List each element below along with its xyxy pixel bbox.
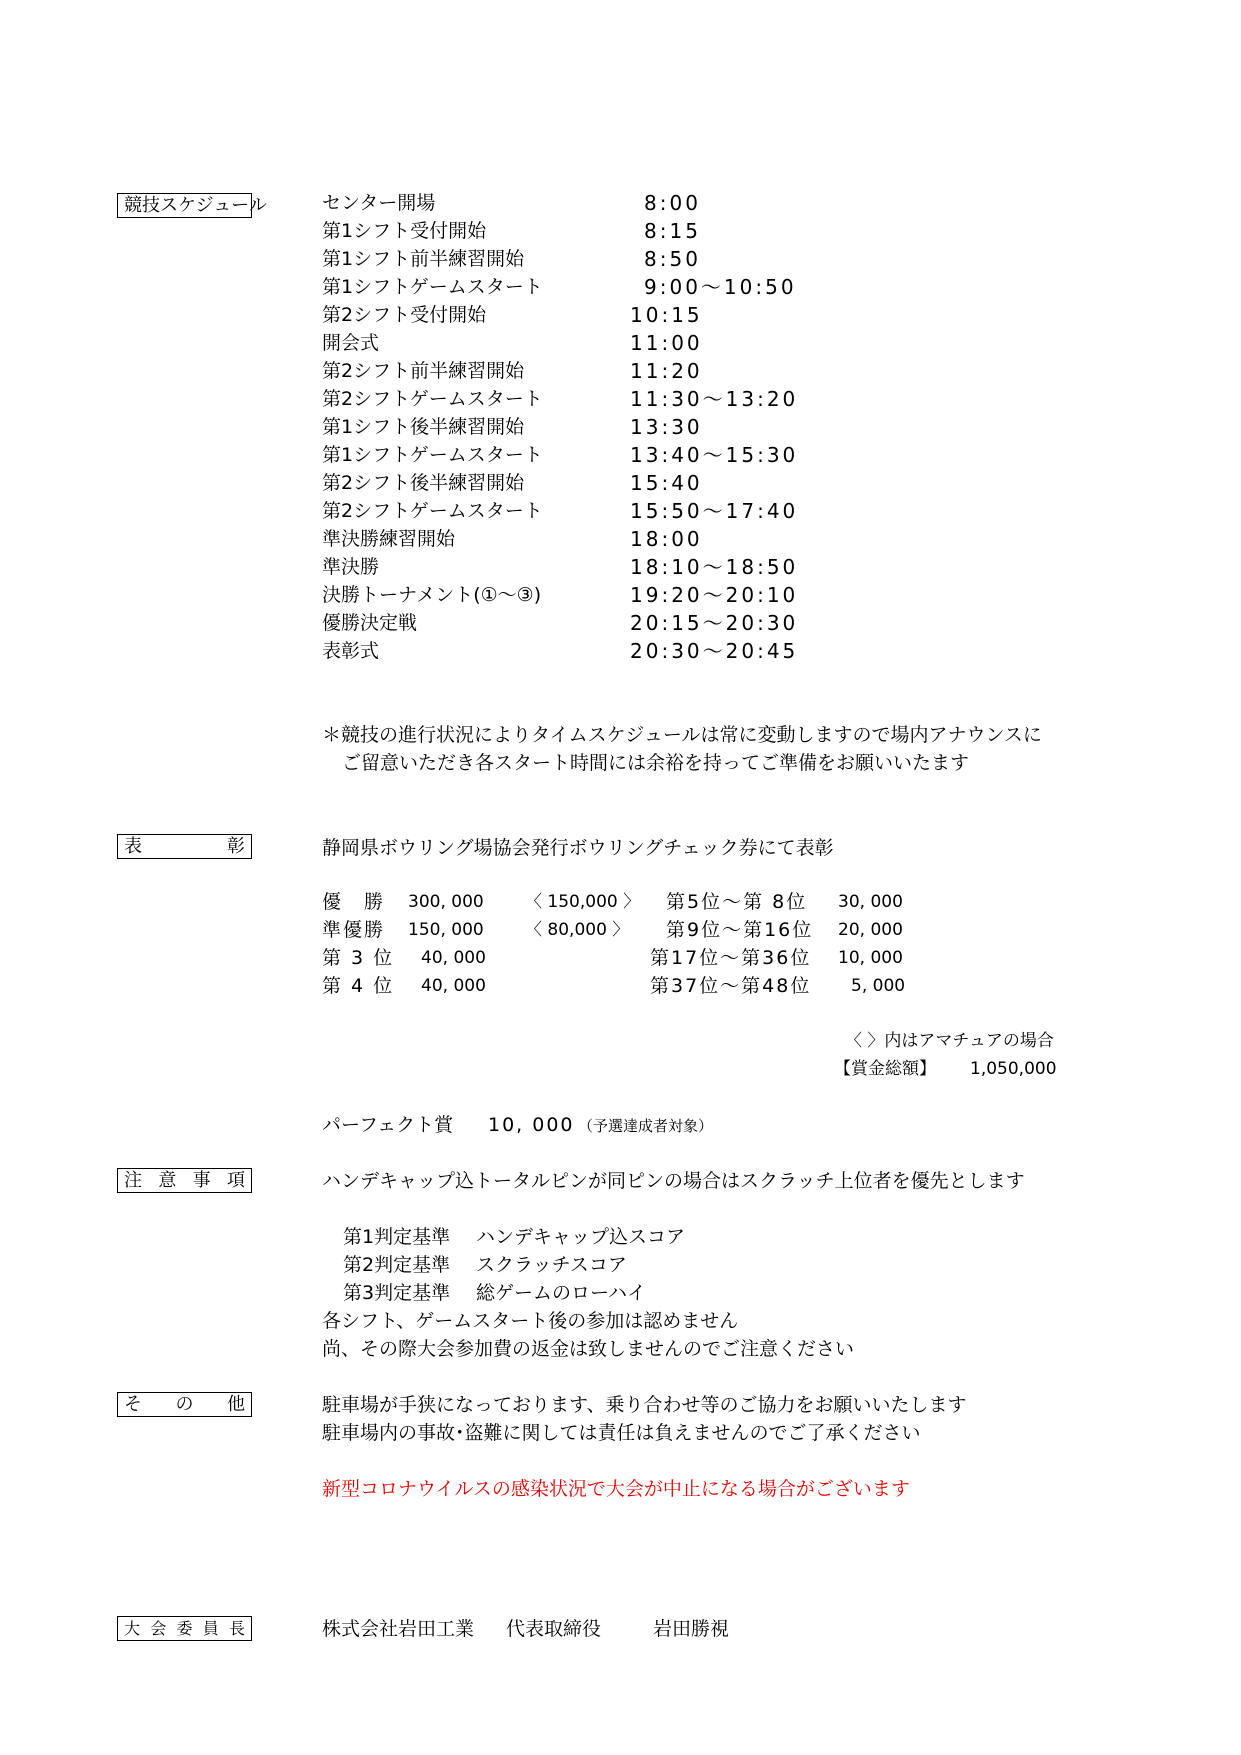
perfect-award-value: 10, 000 <box>488 1114 575 1136</box>
schedule-row <box>322 581 842 609</box>
notes-label-char: 事 <box>192 1169 211 1191</box>
criterion-name: 第1判定基準 <box>343 1226 451 1248</box>
schedule-row <box>322 637 842 665</box>
schedule-row <box>322 525 842 553</box>
schedule-row <box>322 245 842 273</box>
notes-line1: ハンデキャップ込トータルピンが同ピンの場合はスクラッチ上位者を優先とします <box>322 1170 1025 1192</box>
schedule-row <box>322 385 842 413</box>
schedule-event: 開会式 <box>322 332 380 354</box>
prize-place: 第37位～第48位 <box>650 975 812 997</box>
criterion-name: 第2判定基準 <box>343 1254 451 1276</box>
prize-amount: 10, 000 <box>838 948 903 968</box>
prize-place: 第 3 位 <box>322 947 395 969</box>
cancellation-warning: 新型コロナウイルスの感染状況で大会が中止になる場合がございます <box>322 1478 910 1500</box>
schedule-row <box>322 329 842 357</box>
schedule-row <box>322 441 842 469</box>
schedule-time: 13:40～15:30 <box>630 443 799 467</box>
schedule-event: 第2シフト受付開始 <box>322 304 487 326</box>
prize-amount: 20, 000 <box>838 920 903 940</box>
notes-line2: 各シフト、ゲームスタート後の参加は認めません <box>322 1310 739 1332</box>
schedule-note-line2: ご留意いただき各スタート時間には余裕を持ってご準備をお願いいたます <box>342 752 970 774</box>
prize-place: 第17位～第36位 <box>650 947 812 969</box>
chair-name: 岩田勝視 <box>653 1618 730 1640</box>
prize-place: 第 4 位 <box>322 975 395 997</box>
schedule-event: 優勝決定戦 <box>322 612 418 634</box>
schedule-row <box>322 469 842 497</box>
chair-company: 株式会社岩田工業 <box>322 1618 475 1640</box>
schedule-event: 第2シフトゲームスタート <box>322 388 543 410</box>
amateur-note: 〈 〉内はアマチュアの場合 <box>845 1031 1054 1051</box>
prize-place: 第9位～第16位 <box>666 919 814 941</box>
schedule-row <box>322 189 842 217</box>
prize-amount: 40, 000 <box>421 976 486 996</box>
schedule-event: 準決勝 <box>322 556 380 578</box>
notes-line3: 尚、その際大会参加費の返金は致しませんのでご注意ください <box>322 1338 855 1360</box>
criterion-value: ハンデキャップ込スコア <box>476 1226 686 1248</box>
criterion-name: 第3判定基準 <box>343 1282 451 1304</box>
schedule-event: 第2シフト前半練習開始 <box>322 360 525 382</box>
prize-amount: 150, 000 <box>408 920 484 940</box>
award-intro: 静岡県ボウリング場協会発行ボウリングチェック券にて表彰 <box>322 837 834 859</box>
schedule-event: 表彰式 <box>322 640 380 662</box>
schedule-event: センター開場 <box>322 192 436 214</box>
perfect-award-label: パーフェクト賞 <box>322 1114 454 1136</box>
schedule-event: 第1シフト前半練習開始 <box>322 248 525 270</box>
perfect-award-note: （予選達成者対象） <box>578 1117 714 1135</box>
notes-label-char: 意 <box>158 1169 177 1191</box>
schedule-time: 8:15 <box>644 219 701 243</box>
award-label-char: 表 <box>124 835 142 857</box>
notes-label-char: 項 <box>226 1169 245 1191</box>
prize-place: 優 勝 <box>322 891 386 913</box>
schedule-time: 11:20 <box>630 359 703 383</box>
schedule-event: 決勝トーナメント(①～③) <box>322 584 542 606</box>
schedule-row <box>322 357 842 385</box>
schedule-time: 15:40 <box>630 471 703 495</box>
schedule-time: 18:00 <box>630 527 703 551</box>
schedule-time: 8:00 <box>644 191 701 215</box>
schedule-row <box>322 497 842 525</box>
other-label-char: そ <box>124 1393 142 1415</box>
award-label-char: 彰 <box>227 835 245 857</box>
schedule-event: 第1シフト後半練習開始 <box>322 416 525 438</box>
schedule-row <box>322 553 842 581</box>
schedule-row <box>322 301 842 329</box>
prize-amount: 40, 000 <box>421 948 486 968</box>
prize-amount: 300, 000 <box>408 892 484 912</box>
total-prize-value: 1,050,000 <box>970 1059 1057 1079</box>
prize-amateur-amount: 〈 150,000 〉 <box>525 892 641 912</box>
other-label-char: の <box>175 1393 194 1415</box>
schedule-time: 15:50～17:40 <box>630 499 799 523</box>
total-prize-label: 【賞金総額】 <box>834 1059 936 1079</box>
schedule-row <box>322 413 842 441</box>
schedule-event: 第2シフトゲームスタート <box>322 500 543 522</box>
schedule-time: 9:00～10:50 <box>644 275 797 299</box>
schedule-time: 19:20～20:10 <box>630 583 799 607</box>
chair-label-char: 会 <box>150 1618 167 1638</box>
schedule-event: 第1シフトゲームスタート <box>322 444 543 466</box>
schedule-event: 準決勝練習開始 <box>322 528 456 550</box>
schedule-time: 20:30～20:45 <box>630 639 799 663</box>
chair-label-char: 長 <box>228 1618 245 1638</box>
other-label-char: 他 <box>227 1393 245 1415</box>
schedule-label: 競技スケジュール <box>117 193 252 218</box>
prize-place: 準優勝 <box>322 919 386 941</box>
chair-label-char: 大 <box>124 1618 141 1638</box>
schedule-event: 第1シフトゲームスタート <box>322 276 543 298</box>
notes-label-char: 注 <box>124 1169 142 1191</box>
other-label <box>117 1392 252 1417</box>
criterion-value: 総ゲームのローハイ <box>476 1282 647 1304</box>
schedule-row <box>322 609 842 637</box>
award-label <box>117 834 252 859</box>
schedule-time: 8:50 <box>644 247 701 271</box>
schedule-time: 13:30 <box>630 415 703 439</box>
prize-amount: 30, 000 <box>838 892 903 912</box>
chair-label-char: 委 <box>176 1618 193 1638</box>
other-line1: 駐車場が手狭になっております、乗り合わせ等のご協力をお願いいたします <box>322 1394 967 1416</box>
schedule-time: 18:10～18:50 <box>630 555 799 579</box>
chair-label-char: 員 <box>202 1618 219 1638</box>
schedule-row <box>322 273 842 301</box>
other-line2: 駐車場内の事故･盗難に関しては責任は負えませんのでご了承ください <box>322 1422 921 1444</box>
schedule-time: 11:30～13:20 <box>630 387 799 411</box>
notes-label <box>117 1168 252 1193</box>
prize-place: 第5位～第 8位 <box>666 891 808 913</box>
schedule-time: 10:15 <box>630 303 703 327</box>
schedule-time: 20:15～20:30 <box>630 611 799 635</box>
schedule-time: 11:00 <box>630 331 703 355</box>
prize-amount: 5, 000 <box>851 976 906 996</box>
chair-label <box>117 1616 252 1641</box>
schedule-event: 第1シフト受付開始 <box>322 220 487 242</box>
chair-title: 代表取締役 <box>506 1618 602 1640</box>
schedule-row <box>322 217 842 245</box>
schedule-event: 第2シフト後半練習開始 <box>322 472 525 494</box>
prize-amateur-amount: 〈 80,000 〉 <box>525 920 630 940</box>
schedule-note-line1: ＊競技の進行状況によりタイムスケジュールは常に変動しますので場内アナウンスに <box>322 724 1042 746</box>
criterion-value: スクラッチスコア <box>476 1254 627 1276</box>
